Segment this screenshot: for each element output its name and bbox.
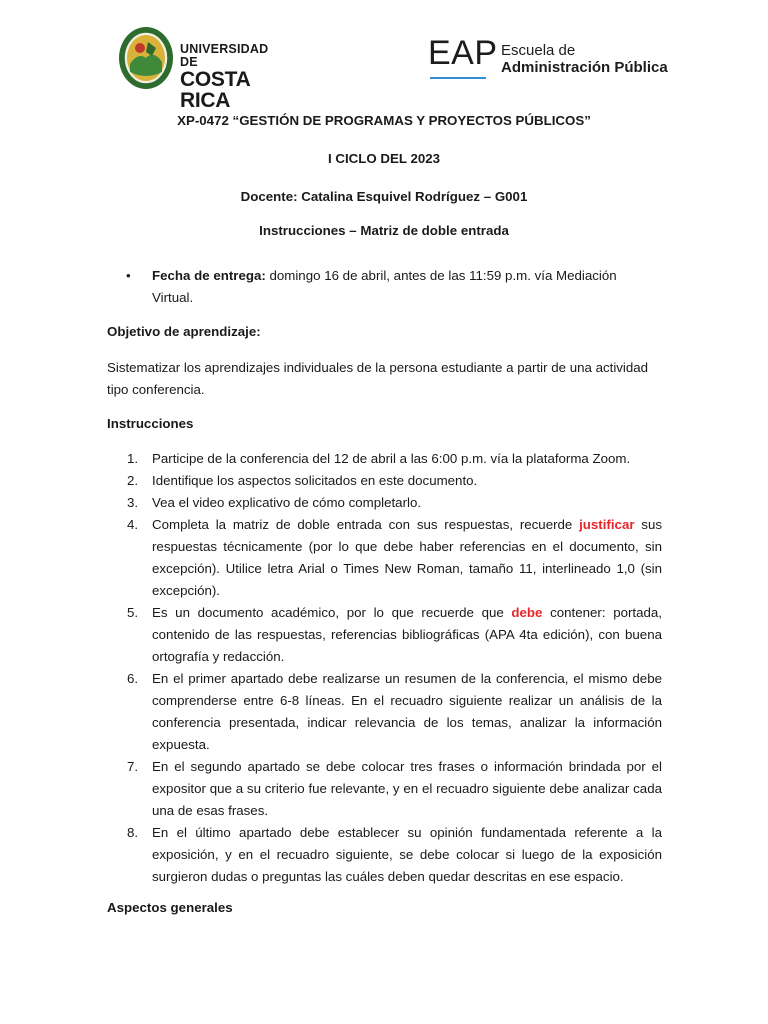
- instructions-heading: Instrucciones: [107, 416, 194, 431]
- item-text-pre: Completa la matriz de doble entrada con sus respuestas, recuerde: [152, 517, 580, 532]
- item-number: 7.: [127, 759, 139, 774]
- list-item: [127, 668, 662, 756]
- item-number: 4.: [127, 517, 139, 532]
- item-number: 8.: [127, 825, 139, 840]
- emphasis-justificar: justificar: [579, 517, 635, 532]
- item-text: Identifique los aspectos solicitados en este documento.: [152, 473, 478, 488]
- general-heading: Aspectos generales: [107, 900, 233, 915]
- course-title: XP-0472 “GESTIÓN DE PROGRAMAS Y PROYECTOS PÚBLICOS”: [177, 113, 591, 128]
- item-text-pre: Es un documento académico, por lo que recuerde que: [152, 605, 512, 620]
- list-item: [127, 492, 662, 514]
- item-text: En el primer apartado debe realizarse un resumen de la conferencia, el mismo debe comprenderse entre 6-8 líneas. En el recuadro siguiente realizar un análisis de la conferencia presentada, indicar relevancia de los temas, analizar la información expuesta.: [152, 671, 662, 752]
- objective-text: Sistematizar los aprendizajes individuales de la persona estudiante a partir de una actividad tipo conferencia.: [107, 360, 649, 397]
- emphasis-debe: debe: [511, 605, 543, 620]
- item-text-post: contener: portada, contenido de las respuestas, referencias bibliográficas (APA 4ta edición), con buena ortografía y redacción.: [152, 605, 662, 664]
- eap-logo: [428, 36, 668, 84]
- due-date-label: Fecha de entrega:: [152, 268, 266, 283]
- item-number: 5.: [127, 605, 139, 620]
- list-item: [127, 602, 662, 668]
- list-item: [127, 470, 662, 492]
- item-number: 2.: [127, 473, 139, 488]
- due-date-text: domingo 16 de abril, antes de las 11:59 p.m. vía Mediación Virtual.: [152, 268, 617, 305]
- item-number: 1.: [127, 451, 139, 466]
- cycle-title: I CICLO DEL 2023: [327, 151, 441, 166]
- item-text: Participe de la conferencia del 12 de abril a las 6:00 p.m. vía la plataforma Zoom.: [152, 451, 631, 466]
- eap-school-name: [501, 42, 668, 77]
- eap-school-line1: Escuela de: [501, 42, 576, 59]
- item-text: Vea el video explicativo de cómo completarlo.: [152, 495, 422, 510]
- bullet-icon: •: [126, 268, 131, 283]
- list-item: [127, 822, 662, 888]
- teacher-title: Docente: Catalina Esquivel Rodríguez – G001: [240, 189, 528, 204]
- eap-school-line2: Administración Pública: [501, 59, 668, 77]
- item-text: En el segundo apartado se debe colocar tres frases o información brindada por el expositor que a su criterio fue relevante, y en el recuadro siguiente debe analizar cada una de esas frases.: [152, 759, 662, 818]
- item-text: En el último apartado debe establecer su opinión fundamentada referente a la exposición, y en el recuadro siguiente, se debe colocar si luego de la exposición surgieron dudas o preguntas las cuáles deben quedar descritas en ese espacio.: [152, 825, 662, 884]
- item-number: 6.: [127, 671, 139, 686]
- eap-mark: EAP: [428, 34, 498, 72]
- instructions-list: [127, 448, 662, 888]
- item-text-post: sus respuestas técnicamente (por lo que debe haber referencias en el documento, sin excepción). Utilice letra Arial o Times New Roman, tamaño 11, interlineado 1,0 (sin excepción).: [152, 517, 662, 598]
- ucr-logo: [118, 26, 288, 112]
- list-item: [127, 756, 662, 822]
- ucr-seal-icon: [118, 26, 174, 90]
- due-date-item: [126, 265, 640, 309]
- eap-underline: [430, 77, 486, 79]
- ucr-name-line2: COSTA RICA: [180, 68, 250, 112]
- item-number: 3.: [127, 495, 139, 510]
- list-item: [127, 448, 662, 470]
- list-item: [127, 514, 662, 602]
- ucr-name-line1: UNIVERSIDAD DE: [180, 42, 269, 69]
- instructions-title: Instrucciones – Matriz de doble entrada: [259, 223, 509, 238]
- objective-heading: Objetivo de aprendizaje:: [107, 324, 261, 339]
